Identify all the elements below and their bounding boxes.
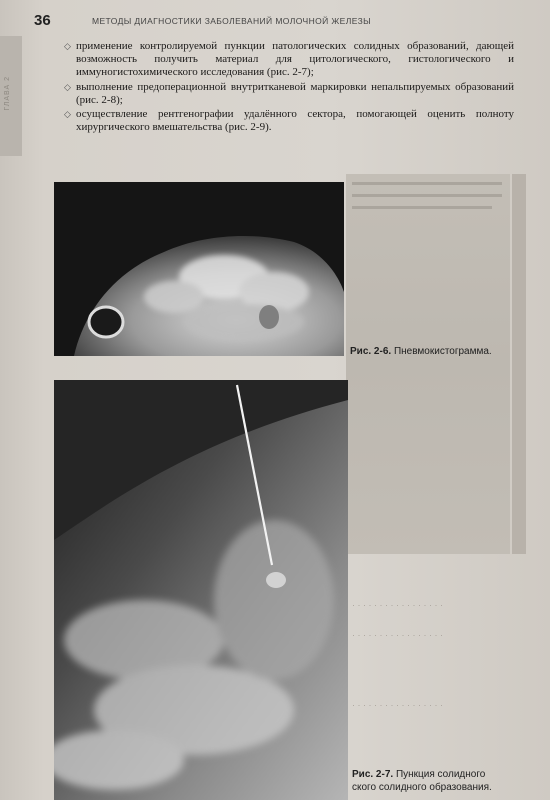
figure-caption	[350, 346, 492, 357]
figure-caption-text: ского солидного образования.	[352, 782, 492, 793]
chapter-side-tab	[0, 36, 22, 156]
show-through-text: · · · · · · · · · · · · · · · · ·	[352, 600, 443, 610]
figure-pneumocystogram	[54, 182, 344, 356]
running-title: МЕТОДЫ ДИАГНОСТИКИ ЗАБОЛЕВАНИЙ МОЛОЧНОЙ ЖЕЛЕЗЫ	[92, 16, 372, 26]
bullet-text: выполнение предоперационной внутритканевой маркировки непальпируемых образований (рис. 2-8);	[76, 80, 514, 106]
show-through-area	[346, 174, 510, 554]
bullet-text: применение контролируемой пункции патологических солидных образований, дающей возможность получить материал для цитологического, гистологического и иммуногистохимического исследования (рис. 2-7);	[76, 40, 514, 79]
page-number: 36	[34, 12, 51, 29]
figure-caption-text: Пневмокистограмма.	[393, 346, 492, 357]
side-tab-label: ГЛАВА 2	[4, 76, 11, 111]
bullet-item	[64, 40, 514, 80]
bullet-item	[64, 108, 514, 134]
show-through-text: · · · · · · · · · · · · · · · · ·	[352, 630, 443, 640]
page-edge-strip	[512, 174, 526, 554]
diamond-bullet-icon: ◇	[64, 41, 71, 51]
bullet-list	[64, 40, 514, 135]
page-header	[30, 10, 510, 30]
bullet-item	[64, 81, 514, 107]
figure-mammogram-puncture	[54, 380, 348, 800]
figure-label: Рис. 2-6.	[350, 346, 392, 357]
diamond-bullet-icon: ◇	[64, 109, 71, 120]
figure-caption-text: Пункция солидного	[395, 769, 486, 780]
diamond-bullet-icon: ◇	[64, 81, 71, 92]
show-through-text: · · · · · · · · · · · · · · · · ·	[352, 700, 443, 710]
bullet-text: осуществление рентгенографии удалённого сектора, помогающей оценить полноту хирургического вмешательства (рис. 2-9).	[76, 108, 514, 134]
figure-caption	[352, 768, 522, 794]
figure-label: Рис. 2-7.	[352, 769, 394, 780]
